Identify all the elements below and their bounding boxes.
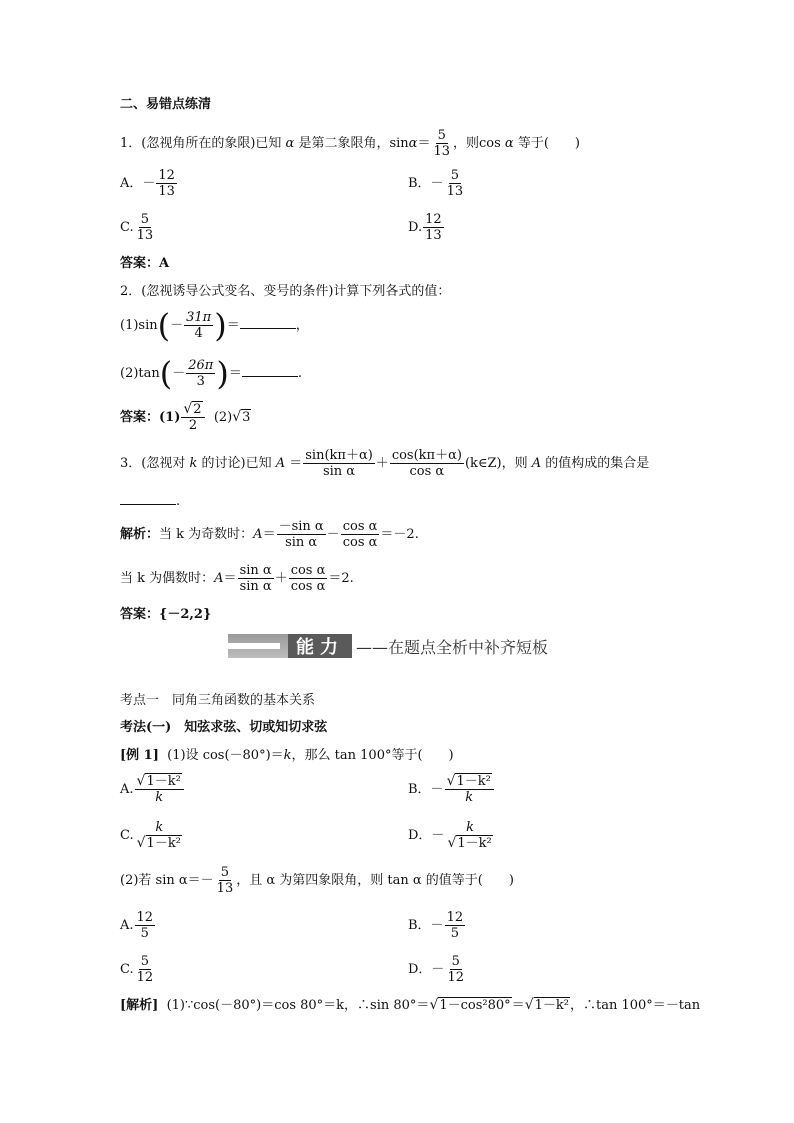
q2-blank-1[interactable] [240, 317, 296, 329]
q1-answer: 答案：A [120, 256, 170, 271]
section-title: 二、易错点练清 [120, 97, 212, 112]
q1-prefix: 1．(忽视角所在的象限)已知 [120, 136, 282, 151]
q3-blank[interactable] [120, 493, 176, 505]
q3-solution-1: 解析：当 k 为奇数时：A＝ $\frac{\text{－sin α}}{\text{sin α}}$ － $\frac{\text{cos α}}{\text{cos α}}$ ＝－2. [120, 519, 419, 550]
example-1-analysis: [解析] (1)∵cos(－80°)＝cos 80°＝k，∴sin 80°＝√1－cos²80°＝√1－k²，∴tan 100°＝－tan [120, 997, 701, 1013]
q2-blank-2[interactable] [242, 365, 298, 377]
q2-part-2: (2)tan(－ $\frac{26\pi}{3}$ )＝ . [120, 354, 302, 393]
q1-option-d: D. $\frac{12}{13}$ [408, 212, 442, 243]
q3-solution-2: 当 k 为偶数时：A＝ $\frac{\text{sin α}}{\text{sin α}}$ ＋ $\frac{\text{cos α}}{\text{cos α}}$ ＝2. [120, 563, 354, 594]
ex1-option-d: D．－ $\frac{k}{\text{√1－k²}}$ [408, 820, 492, 851]
ex1-q2-option-d: D．－ $\frac{5}{12}$ [408, 954, 464, 985]
ex1-q2-option-c: C. $\frac{5}{12}$ [120, 954, 154, 985]
banner-title: 能力 [288, 634, 352, 658]
question-3: 3．(忽视对 k 的讨论)已知 A ＝ $\frac{\sin(k\pi+\alpha)}{\text{sin α}}$ ＋ $\frac{\cos(k\pi+\alpha)}{\text{cos α}}$ (k∈Z)，则 A 的值构成的集合是 [120, 448, 650, 479]
ex1-q2-option-b: B．－ $\frac{12}{5}$ [408, 910, 464, 941]
ability-banner [228, 634, 548, 658]
q1-mid: 是第二象限角，sin [298, 136, 409, 151]
q1-option-c: C. $\frac{5}{13}$ [120, 212, 154, 243]
question-1: 1．(忽视角所在的象限)已知 α 是第二象限角，sinα＝ $\frac{5}{13}$ ，则cos α 等于( ) [120, 128, 580, 159]
ex1-q2-option-a: A. $\frac{12}{5}$ [120, 910, 154, 941]
q3-answer: 答案：{－2,2} [120, 607, 212, 622]
banner-subtitle: ——在题点全析中补齐短板 [356, 637, 549, 657]
q1-option-a: A．－ $\frac{12}{13}$ [120, 168, 175, 199]
q3-blank-line: . [120, 493, 180, 511]
q1-option-b: B．－ $\frac{5}{13}$ [408, 168, 464, 199]
q1-fraction: $\frac{5}{13}$ [433, 128, 451, 159]
q1-eq: ＝ [417, 136, 431, 151]
q1-suffix: ，则cos [453, 136, 501, 151]
ex1-option-b: B．－ $\frac{\text{√1－k²}}{k}$ [408, 774, 495, 805]
kaofa-heading: 考法(一) 知弦求弦、切或知切求弦 [120, 720, 328, 735]
ex1-option-a: A. $\frac{\text{√1－k²}}{k}$ [120, 774, 185, 805]
banner-bar [228, 634, 288, 658]
example-1-q2: (2)若 sin α＝－ $\frac{5}{13}$ ，且 α 为第四象限角，则 tan α 的值等于( ) [120, 865, 514, 896]
kaodian-heading: 考点一 同角三角函数的基本关系 [120, 693, 316, 708]
q2-part-1: (1)sin(－ $\frac{31\pi}{4}$ )＝ ， [120, 306, 309, 345]
q1-end: 等于( ) [517, 136, 580, 151]
example-1-q1: [例 1] (1)设 cos(－80°)＝k，那么 tan 100°等于( ) [120, 748, 454, 763]
ex1-option-c: C. $\frac{k}{\text{√1－k²}}$ [120, 820, 181, 851]
q2-answer: 答案：(1) $\frac{√2}{2}$ (2)√3 [120, 401, 251, 433]
question-2: 2．(忽视诱导公式变名、变号的条件)计算下列各式的值： [120, 284, 451, 299]
